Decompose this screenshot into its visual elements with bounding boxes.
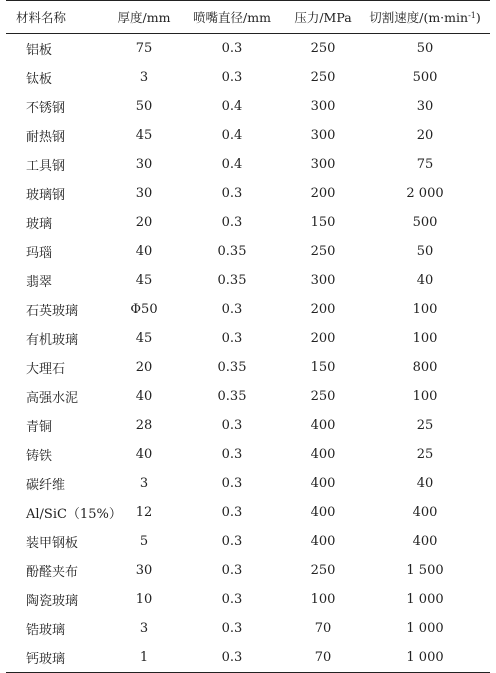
cell-thickness: 30 xyxy=(135,186,153,201)
table-row xyxy=(6,34,490,64)
cell-nozzle-diameter: 0.3 xyxy=(221,215,243,230)
cell-material: 有机玻璃 xyxy=(26,333,79,348)
cell-pressure: 300 xyxy=(310,128,336,143)
cell-nozzle-diameter: 0.3 xyxy=(221,447,243,462)
cell-cutting-speed: 500 xyxy=(412,70,438,85)
header-speed-exponent: -1 xyxy=(468,11,476,20)
table-row xyxy=(6,498,490,527)
table-row xyxy=(6,92,490,121)
cell-thickness: 40 xyxy=(135,389,153,404)
cell-nozzle-diameter: 0.3 xyxy=(221,505,243,520)
table-row xyxy=(6,585,490,614)
table-row xyxy=(6,324,490,353)
cell-thickness: 40 xyxy=(135,244,153,259)
cell-material: 玻璃钢 xyxy=(26,188,66,203)
cell-thickness: 75 xyxy=(135,41,153,56)
table-row xyxy=(6,63,490,92)
cell-thickness: 12 xyxy=(135,505,153,520)
cell-nozzle-diameter: 0.3 xyxy=(221,418,243,433)
cell-material: Al/SiC（15%） xyxy=(26,507,122,522)
cell-pressure: 400 xyxy=(310,505,336,520)
cell-thickness: 3 xyxy=(139,476,149,491)
cell-pressure: 250 xyxy=(310,70,336,85)
table-row xyxy=(6,556,490,585)
cell-pressure: 150 xyxy=(310,360,336,375)
cell-nozzle-diameter: 0.3 xyxy=(221,650,243,665)
cell-nozzle-diameter: 0.4 xyxy=(221,128,243,143)
cell-nozzle-diameter: 0.3 xyxy=(221,592,243,607)
cell-pressure: 250 xyxy=(310,41,336,56)
cell-cutting-speed: 100 xyxy=(412,302,438,317)
cell-cutting-speed: 50 xyxy=(416,244,434,259)
cell-pressure: 70 xyxy=(314,621,332,636)
cell-thickness: 20 xyxy=(135,360,153,375)
cell-thickness: 3 xyxy=(139,621,149,636)
cell-thickness: 45 xyxy=(135,273,153,288)
cell-material: 装甲钢板 xyxy=(26,536,79,551)
cell-pressure: 400 xyxy=(310,476,336,491)
table-row xyxy=(6,411,490,440)
table-row xyxy=(6,150,490,179)
cell-thickness: 50 xyxy=(135,99,153,114)
cell-pressure: 70 xyxy=(314,650,332,665)
table-row xyxy=(6,266,490,295)
cell-nozzle-diameter: 0.3 xyxy=(221,476,243,491)
header-pressure: 压力/MPa xyxy=(294,10,352,25)
cell-pressure: 200 xyxy=(310,186,336,201)
header-thickness: 厚度/mm xyxy=(117,10,171,25)
table-row xyxy=(6,643,490,673)
cell-pressure: 250 xyxy=(310,389,336,404)
cell-material: 钛板 xyxy=(26,72,53,87)
cell-nozzle-diameter: 0.4 xyxy=(221,99,243,114)
header-nozzle-diameter: 喷嘴直径/mm xyxy=(193,10,271,25)
table-row xyxy=(6,208,490,237)
table-row xyxy=(6,382,490,411)
table-row xyxy=(6,295,490,324)
cell-nozzle-diameter: 0.35 xyxy=(217,244,247,259)
cell-cutting-speed: 20 xyxy=(416,128,434,143)
cell-thickness: 28 xyxy=(135,418,153,433)
cell-material: 铸铁 xyxy=(26,449,53,464)
table-row xyxy=(6,440,490,469)
cell-cutting-speed: 50 xyxy=(416,41,434,56)
cell-pressure: 300 xyxy=(310,99,336,114)
cell-material: 工具钢 xyxy=(26,159,66,174)
cell-thickness: 30 xyxy=(135,563,153,578)
table-row xyxy=(6,614,490,643)
cell-thickness: 30 xyxy=(135,157,153,172)
cell-nozzle-diameter: 0.3 xyxy=(221,621,243,636)
cell-cutting-speed: 100 xyxy=(412,331,438,346)
cell-cutting-speed: 1 000 xyxy=(406,621,444,636)
table-body xyxy=(6,34,490,673)
cell-cutting-speed: 1 000 xyxy=(406,650,444,665)
cell-nozzle-diameter: 0.35 xyxy=(217,389,247,404)
cell-material: 锆玻璃 xyxy=(26,623,66,638)
cell-cutting-speed: 500 xyxy=(412,215,438,230)
cell-cutting-speed: 400 xyxy=(412,505,438,520)
cutting-parameters-table xyxy=(6,0,490,673)
cell-nozzle-diameter: 0.35 xyxy=(217,273,247,288)
cell-cutting-speed: 40 xyxy=(416,273,434,288)
cell-nozzle-diameter: 0.35 xyxy=(217,360,247,375)
cell-nozzle-diameter: 0.3 xyxy=(221,302,243,317)
cell-nozzle-diameter: 0.3 xyxy=(221,563,243,578)
cell-material: 青铜 xyxy=(26,420,53,435)
cell-cutting-speed: 100 xyxy=(412,389,438,404)
cell-pressure: 200 xyxy=(310,331,336,346)
header-row xyxy=(6,1,490,34)
cell-nozzle-diameter: 0.3 xyxy=(221,41,243,56)
cell-cutting-speed: 30 xyxy=(416,99,434,114)
cell-pressure: 400 xyxy=(310,447,336,462)
table-row xyxy=(6,353,490,382)
table-header xyxy=(6,1,490,34)
cell-pressure: 300 xyxy=(310,157,336,172)
header-speed-prefix: 切割速度/(m·min xyxy=(369,10,469,25)
cell-material: 陶瓷玻璃 xyxy=(26,594,79,609)
cell-material: 铝板 xyxy=(26,43,53,58)
cell-material: 碳纤维 xyxy=(26,478,66,493)
cell-pressure: 400 xyxy=(310,534,336,549)
cell-thickness: 5 xyxy=(139,534,149,549)
header-material: 材料名称 xyxy=(16,10,67,25)
cell-cutting-speed: 40 xyxy=(416,476,434,491)
cell-material: 大理石 xyxy=(26,362,66,377)
cell-material: 翡翠 xyxy=(26,275,53,290)
cell-material: 石英玻璃 xyxy=(26,304,79,319)
table-row xyxy=(6,179,490,208)
cell-thickness: 45 xyxy=(135,128,153,143)
cell-thickness: Φ50 xyxy=(130,302,158,317)
cell-thickness: 20 xyxy=(135,215,153,230)
cell-cutting-speed: 400 xyxy=(412,534,438,549)
cell-cutting-speed: 1 000 xyxy=(406,592,444,607)
cell-nozzle-diameter: 0.3 xyxy=(221,186,243,201)
cell-cutting-speed: 800 xyxy=(412,360,438,375)
cell-nozzle-diameter: 0.3 xyxy=(221,331,243,346)
cell-material: 高强水泥 xyxy=(26,391,79,406)
cell-material: 不锈钢 xyxy=(26,101,66,116)
cell-pressure: 200 xyxy=(310,302,336,317)
cell-thickness: 40 xyxy=(135,447,153,462)
cell-cutting-speed: 2 000 xyxy=(406,186,444,201)
cell-nozzle-diameter: 0.4 xyxy=(221,157,243,172)
cell-thickness: 1 xyxy=(139,650,149,665)
cell-material: 钙玻璃 xyxy=(26,652,66,667)
cell-pressure: 150 xyxy=(310,215,336,230)
cell-material: 酚醛夹布 xyxy=(26,565,79,580)
cell-cutting-speed: 25 xyxy=(416,418,434,433)
cell-cutting-speed: 75 xyxy=(416,157,434,172)
cell-thickness: 3 xyxy=(139,70,149,85)
table-row xyxy=(6,469,490,498)
cell-cutting-speed: 1 500 xyxy=(406,563,444,578)
cell-thickness: 45 xyxy=(135,331,153,346)
table-row xyxy=(6,527,490,556)
cell-material: 耐热钢 xyxy=(26,130,66,145)
cell-pressure: 400 xyxy=(310,418,336,433)
table-row xyxy=(6,237,490,266)
cell-material: 玻璃 xyxy=(26,217,53,232)
table-row xyxy=(6,121,490,150)
cell-thickness: 10 xyxy=(135,592,153,607)
cell-pressure: 300 xyxy=(310,273,336,288)
cell-nozzle-diameter: 0.3 xyxy=(221,70,243,85)
cell-pressure: 250 xyxy=(310,244,336,259)
cell-cutting-speed: 25 xyxy=(416,447,434,462)
cell-nozzle-diameter: 0.3 xyxy=(221,534,243,549)
cell-material: 玛瑙 xyxy=(26,246,53,261)
cell-pressure: 250 xyxy=(310,563,336,578)
cell-pressure: 100 xyxy=(310,592,336,607)
header-cutting-speed xyxy=(360,1,490,34)
header-speed-suffix: ) xyxy=(475,10,481,25)
